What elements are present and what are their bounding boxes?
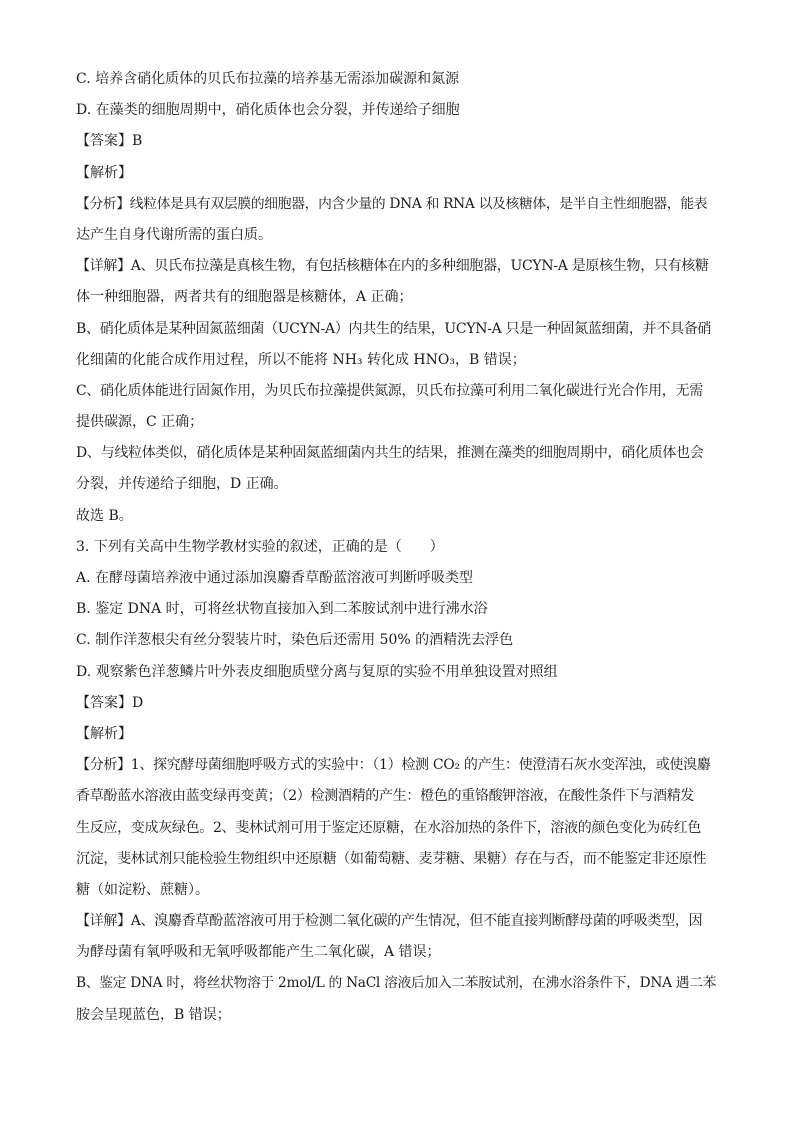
question-3-option-c: C. 制作洋葱根尖有丝分裂装片时，染色后还需用 50% 的酒精洗去浮色 — [76, 632, 514, 649]
detail-text-line: 体一种细胞器，两者共有的细胞器是核糖体，A 正确； — [76, 289, 413, 306]
detail-text-line: 为酵母菌有氧呼吸和无氧呼吸都能产生二氧化碳，A 错误； — [76, 944, 441, 961]
option-d-line: D. 在藻类的细胞周期中，硝化质体也会分裂，并传递给子细胞 — [76, 102, 460, 119]
option-c-line: C. 培养含硝化质体的贝氏布拉藻的培养基无需添加碳源和氮源 — [76, 71, 460, 87]
detail-text-line: B、鉴定 DNA 时，将丝状物溶于 2mol/L 的 NaCl 溶液后加入二苯胺试剂，在沸水浴条件下，DNA 遇二苯 — [76, 975, 717, 992]
detail-text-line: D、与线粒体类似，硝化质体是某种固氮蓝细菌内共生的结果，推测在藻类的细胞周期中，硝化质体也会 — [76, 445, 704, 462]
answer-label: 【答案】D — [76, 694, 144, 711]
analysis-text-line: 糖（如淀粉、蔗糖）。 — [76, 881, 209, 898]
question-3-stem: 3. 下列有关高中生物学教材实验的叙述，正确的是（ ） — [76, 538, 444, 555]
analysis-label: 【解析】 — [76, 725, 132, 742]
detail-text-line: B、硝化质体是某种固氮蓝细菌（UCYN-A）内共生的结果，UCYN-A 只是一种固氮蓝细菌，并不具备硝 — [76, 320, 712, 337]
analysis-text-line: 【分析】线粒体是具有双层膜的细胞器，内含少量的 DNA 和 RNA 以及核糖体，是半自主性细胞器，能表 — [76, 195, 708, 212]
question-3-option-b: B. 鉴定 DNA 时，可将丝状物直接加入到二苯胺试剂中进行沸水浴 — [76, 601, 488, 618]
document-page — [76, 64, 718, 1031]
detail-text-line: 提供碳源，C 正确； — [76, 414, 204, 431]
analysis-text-line: 达产生自身代谢所需的蛋白质。 — [76, 226, 272, 243]
detail-text-line: 【详解】A、贝氏布拉藻是真核生物，有包括核糖体在内的多种细胞器，UCYN-A 是原核生物，只有核糖 — [76, 258, 709, 275]
analysis-text-line: 生反应，变成灰绿色。2、斐林试剂可用于鉴定还原糖，在水浴加热的条件下，溶液的颜色变化为砖红色 — [76, 819, 702, 836]
question-3-option-d: D. 观察紫色洋葱鳞片叶外表皮细胞质壁分离与复原的实验不用单独设置对照组 — [76, 663, 558, 680]
question-3-option-a: A. 在酵母菌培养液中通过添加溴麝香草酚蓝溶液可判断呼吸类型 — [76, 570, 474, 586]
detail-text-line: 胺会呈现蓝色，B 错误； — [76, 1006, 231, 1023]
analysis-text-line: 【分析】1、探究酵母菌细胞呼吸方式的实验中：（1）检测 CO₂ 的产生：使澄清石灰水变浑浊，或使溴麝 — [76, 757, 711, 774]
detail-text-line: 分裂，并传递给子细胞，D 正确。 — [76, 476, 288, 493]
analysis-text-line: 沉淀，斐林试剂只能检验生物组织中还原糖（如葡萄糖、麦芽糖、果糖）存在与否，而不能鉴定非还原性 — [76, 850, 707, 867]
analysis-label: 【解析】 — [76, 164, 132, 181]
analysis-text-line: 香草酚蓝水溶液由蓝变绿再变黄；（2）检测酒精的产生：橙色的重铬酸钾溶液，在酸性条件下与酒精发 — [76, 788, 695, 805]
answer-label: 【答案】B — [76, 133, 143, 150]
detail-text-line: 【详解】A、溴麝香草酚蓝溶液可用于检测二氧化碳的产生情况，但不能直接判断酵母菌的呼吸类型，因 — [76, 913, 703, 930]
conclusion-line: 故选 B。 — [76, 507, 133, 524]
detail-text-line: C、硝化质体能进行固氮作用，为贝氏布拉藻提供氮源，贝氏布拉藻可利用二氧化碳进行光合作用，无需 — [76, 382, 703, 399]
detail-text-line: 化细菌的化能合成作用过程，所以不能将 NH₃ 转化成 HNO₃，B 错误； — [76, 351, 526, 368]
